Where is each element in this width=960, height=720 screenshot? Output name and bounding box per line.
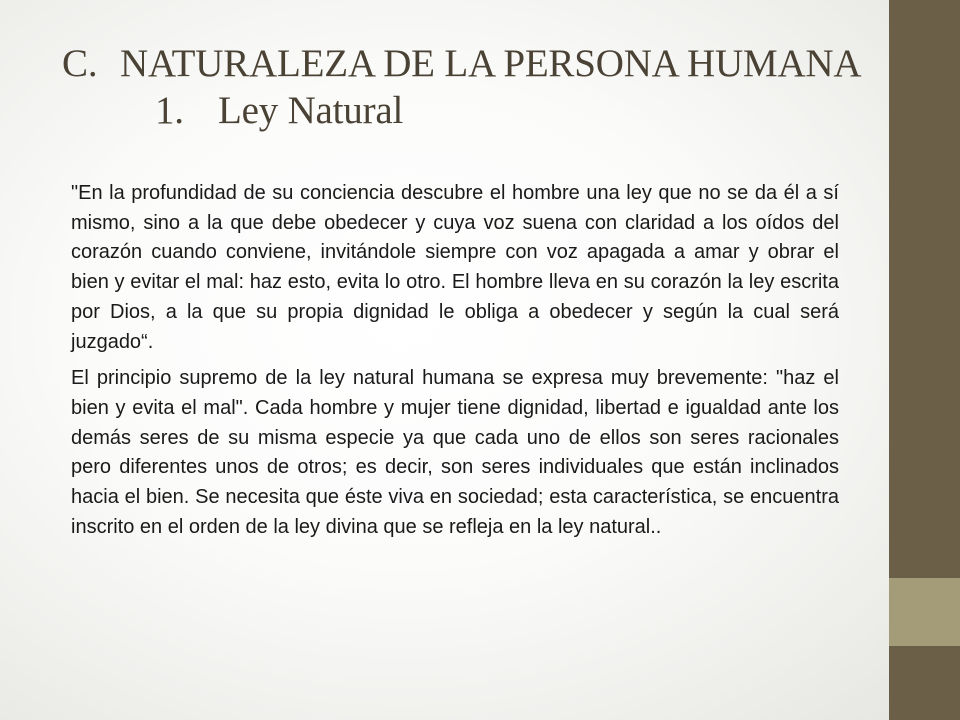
subsection-heading-text: Ley Natural bbox=[218, 89, 404, 132]
section-heading-text: NATURALEZA DE LA PERSONA HUMANA bbox=[120, 42, 862, 85]
slide-body bbox=[71, 179, 839, 549]
subsection-number: 1. bbox=[155, 89, 184, 132]
subsection-heading bbox=[62, 87, 882, 134]
section-heading bbox=[62, 40, 882, 87]
slide-title bbox=[62, 40, 882, 134]
quote-paragraph: "En la profundidad de su conciencia descubre el hombre una ley que no se da él a sí mismo, sino a la que debe obedecer y cuya voz suena con claridad a los oídos del corazón cuando conviene, invitándole siempre con voz apagada a amar y obrar el bien y evitar el mal: haz esto, evita lo otro. El hombre lleva en su corazón la ley escrita por Dios, a la que su propia dignidad le obliga a obedecer y según la cual será juzgado“. bbox=[71, 182, 839, 353]
section-number: C. bbox=[62, 42, 98, 85]
side-accent-block bbox=[889, 578, 960, 646]
explanation-paragraph: El principio supremo de la ley natural humana se expresa muy brevemente: "haz el bien y evita el mal". Cada hombre y mujer tiene dignidad, libertad e igualdad ante los demás seres de su misma especie ya que cada uno de ellos son seres racionales pero diferentes unos de otros; es decir, son seres individuales que están inclinados hacia el bien. Se necesita que éste viva en sociedad; esta característica, se encuentra inscrito en el orden de la ley divina que se refleja en la ley natural.. bbox=[71, 367, 839, 538]
